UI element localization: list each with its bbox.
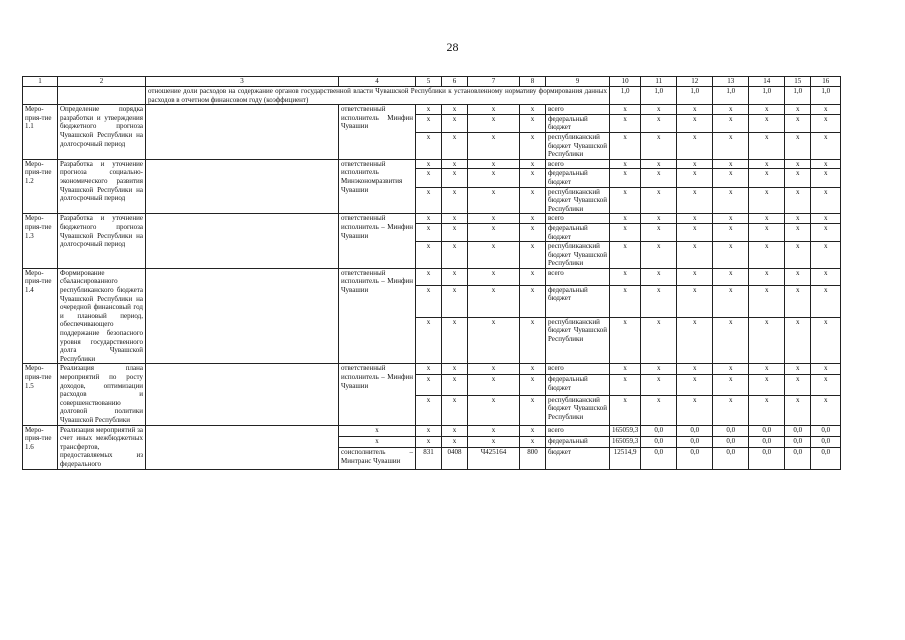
value-cell: 0,0	[641, 448, 677, 469]
value-cell: x	[749, 395, 785, 425]
value-cell: x	[641, 285, 677, 317]
header-cell: 11	[641, 77, 677, 87]
value-cell: x	[641, 114, 677, 132]
header-cell: 12	[677, 77, 713, 87]
value-cell: x	[641, 242, 677, 269]
value-cell: 0,0	[749, 436, 785, 447]
value-cell: x	[641, 187, 677, 214]
target-article-cell: x	[468, 436, 520, 447]
value-cell: x	[713, 159, 749, 169]
indicator-value: 1,0	[811, 87, 841, 105]
budget-table	[22, 76, 841, 470]
empty-cell	[146, 268, 339, 364]
value-cell: x	[785, 317, 811, 364]
target-article-cell: x	[468, 105, 520, 115]
value-cell: x	[610, 375, 641, 395]
measure-name: Реализация мероприятий за счет иных межбюджетных трансфертов, предоставляемых из федерального	[58, 425, 146, 469]
funding-source-cell: федеральный	[546, 436, 610, 447]
value-cell: x	[749, 317, 785, 364]
section-cell: x	[442, 223, 468, 241]
value-cell: x	[677, 105, 713, 115]
value-cell: x	[811, 214, 841, 224]
table-row	[23, 159, 841, 169]
value-cell: 165059,3	[610, 425, 641, 436]
measure-code: Меро-прия-тие 1.5	[23, 364, 58, 425]
grbs-cell: x	[416, 425, 442, 436]
value-cell: 0,0	[713, 448, 749, 469]
value-cell: x	[749, 268, 785, 285]
header-cell: 3	[146, 77, 339, 87]
value-cell: x	[811, 187, 841, 214]
indicator-value: 1,0	[749, 87, 785, 105]
value-cell: x	[811, 223, 841, 241]
expense-group-cell: 800	[520, 448, 546, 469]
value-cell: x	[811, 159, 841, 169]
value-cell: x	[610, 159, 641, 169]
value-cell: 0,0	[811, 448, 841, 469]
value-cell: 0,0	[749, 448, 785, 469]
value-cell: x	[713, 268, 749, 285]
value-cell: x	[677, 223, 713, 241]
value-cell: x	[641, 375, 677, 395]
header-cell: 7	[468, 77, 520, 87]
header-cell: 8	[520, 77, 546, 87]
section-cell: x	[442, 242, 468, 269]
value-cell: x	[677, 285, 713, 317]
value-cell: x	[749, 159, 785, 169]
value-cell: x	[610, 114, 641, 132]
funding-source-cell: республиканский бюджет Чувашской Республики	[546, 187, 610, 214]
grbs-cell: 831	[416, 448, 442, 469]
funding-source-cell: республиканский бюджет Чувашской Республики	[546, 132, 610, 159]
funding-source-cell: федеральный бюджет	[546, 285, 610, 317]
funding-source-cell: федеральный бюджет	[546, 375, 610, 395]
grbs-cell: x	[416, 223, 442, 241]
expense-group-cell: x	[520, 132, 546, 159]
value-cell: x	[641, 268, 677, 285]
page-number: 28	[446, 40, 459, 54]
value-cell: x	[811, 169, 841, 187]
expense-group-cell: x	[520, 169, 546, 187]
value-cell: x	[785, 285, 811, 317]
value-cell: 0,0	[785, 448, 811, 469]
section-cell: x	[442, 436, 468, 447]
target-article-cell: x	[468, 214, 520, 224]
indicator-value: 1,0	[713, 87, 749, 105]
value-cell: x	[713, 169, 749, 187]
funding-source-cell: республиканский бюджет Чувашской Республики	[546, 317, 610, 364]
funding-source-cell: федеральный бюджет	[546, 114, 610, 132]
section-cell: x	[442, 187, 468, 214]
value-cell: x	[811, 132, 841, 159]
value-cell: x	[749, 214, 785, 224]
value-cell: x	[677, 317, 713, 364]
value-cell: x	[785, 223, 811, 241]
value-cell: x	[811, 114, 841, 132]
measure-code: Меро-прия-тие 1.3	[23, 214, 58, 269]
section-cell: x	[442, 375, 468, 395]
value-cell: x	[677, 375, 713, 395]
value-cell: x	[610, 268, 641, 285]
value-cell: x	[749, 285, 785, 317]
expense-group-cell: x	[520, 268, 546, 285]
value-cell: x	[641, 364, 677, 375]
header-cell: 5	[416, 77, 442, 87]
executor-cell: соисполнитель – Минтранс Чувашии	[339, 448, 416, 469]
executor-cell: x	[339, 436, 416, 447]
measure-name: Формирование сбалансированного республиканского бюджета Чувашской Республики на очередной финансовый год и плановый период, обеспечивающего поддержание безопасного уровня государственного долга Чувашской Республики	[58, 268, 146, 364]
value-cell: x	[677, 114, 713, 132]
indicator-value: 1,0	[610, 87, 641, 105]
value-cell: x	[749, 375, 785, 395]
funding-source-cell: всего	[546, 268, 610, 285]
expense-group-cell: x	[520, 436, 546, 447]
value-cell: x	[785, 364, 811, 375]
funding-source-cell: всего	[546, 364, 610, 375]
expense-group-cell: x	[520, 114, 546, 132]
grbs-cell: x	[416, 114, 442, 132]
value-cell: x	[713, 114, 749, 132]
value-cell: x	[785, 375, 811, 395]
value-cell: x	[677, 268, 713, 285]
section-cell: x	[442, 114, 468, 132]
value-cell: 0,0	[811, 436, 841, 447]
value-cell: x	[641, 214, 677, 224]
funding-source-cell: всего	[546, 214, 610, 224]
executor-cell: x	[339, 425, 416, 436]
funding-source-cell: республиканский бюджет Чувашской Республики	[546, 242, 610, 269]
value-cell: x	[811, 375, 841, 395]
value-cell: x	[713, 375, 749, 395]
expense-group-cell: x	[520, 214, 546, 224]
executor-cell: ответственный исполнитель Минэкономразвития Чувашии	[339, 159, 416, 214]
grbs-cell: x	[416, 285, 442, 317]
value-cell: x	[749, 105, 785, 115]
value-cell: x	[785, 187, 811, 214]
expense-group-cell: x	[520, 375, 546, 395]
funding-source-cell: федеральный бюджет	[546, 223, 610, 241]
value-cell: x	[677, 159, 713, 169]
target-article-cell: x	[468, 268, 520, 285]
value-cell: 12514,9	[610, 448, 641, 469]
grbs-cell: x	[416, 132, 442, 159]
table-row	[23, 364, 841, 375]
value-cell: x	[749, 187, 785, 214]
header-cell: 15	[785, 77, 811, 87]
expense-group-cell: x	[520, 317, 546, 364]
target-article-cell: x	[468, 375, 520, 395]
value-cell: x	[713, 395, 749, 425]
table-wrapper	[22, 76, 841, 470]
grbs-cell: x	[416, 169, 442, 187]
value-cell: x	[785, 214, 811, 224]
empty-cell	[146, 425, 339, 469]
value-cell: 0,0	[677, 448, 713, 469]
value-cell: x	[811, 317, 841, 364]
indicator-row	[23, 87, 841, 105]
value-cell: x	[641, 169, 677, 187]
executor-cell: ответственный исполнитель – Минфин Чувашии	[339, 268, 416, 364]
executor-cell: ответственный исполнитель – Минфин Чувашии	[339, 214, 416, 269]
value-cell: x	[641, 223, 677, 241]
target-article-cell: x	[468, 285, 520, 317]
indicator-text: отношение доли расходов на содержание органов государственной власти Чувашской Республики к установленному нормативу формирования данных расходов в отчетном финансовом году (коэффициент)	[146, 87, 610, 105]
grbs-cell: x	[416, 242, 442, 269]
header-cell: 10	[610, 77, 641, 87]
header-cell: 16	[811, 77, 841, 87]
value-cell: x	[713, 187, 749, 214]
target-article-cell: x	[468, 242, 520, 269]
empty-cell	[146, 214, 339, 269]
target-article-cell: x	[468, 425, 520, 436]
value-cell: x	[610, 395, 641, 425]
funding-source-cell: всего	[546, 425, 610, 436]
section-cell: 0408	[442, 448, 468, 469]
section-cell: x	[442, 364, 468, 375]
value-cell: x	[677, 242, 713, 269]
target-article-cell: x	[468, 317, 520, 364]
value-cell: x	[713, 132, 749, 159]
grbs-cell: x	[416, 375, 442, 395]
section-cell: x	[442, 105, 468, 115]
header-cell: 2	[58, 77, 146, 87]
value-cell: x	[785, 159, 811, 169]
value-cell: x	[749, 364, 785, 375]
expense-group-cell: x	[520, 223, 546, 241]
funding-source-cell: всего	[546, 159, 610, 169]
table-row	[23, 105, 841, 115]
value-cell: x	[610, 105, 641, 115]
expense-group-cell: x	[520, 395, 546, 425]
value-cell: 0,0	[713, 425, 749, 436]
value-cell: x	[713, 364, 749, 375]
value-cell: 0,0	[811, 425, 841, 436]
value-cell: x	[811, 395, 841, 425]
value-cell: x	[610, 285, 641, 317]
value-cell: x	[610, 317, 641, 364]
section-cell: x	[442, 169, 468, 187]
value-cell: x	[811, 268, 841, 285]
expense-group-cell: x	[520, 242, 546, 269]
value-cell: 0,0	[785, 436, 811, 447]
funding-source-cell: бюджет	[546, 448, 610, 469]
header-cell: 6	[442, 77, 468, 87]
grbs-cell: x	[416, 159, 442, 169]
value-cell: 0,0	[749, 425, 785, 436]
executor-cell: ответственный исполнитель – Минфин Чувашии	[339, 364, 416, 425]
expense-group-cell: x	[520, 105, 546, 115]
value-cell: x	[713, 242, 749, 269]
value-cell: x	[641, 105, 677, 115]
value-cell: x	[811, 242, 841, 269]
empty-cell	[23, 87, 58, 105]
value-cell: x	[677, 214, 713, 224]
value-cell: 0,0	[677, 436, 713, 447]
value-cell: x	[749, 223, 785, 241]
value-cell: 0,0	[785, 425, 811, 436]
measure-code: Меро-прия-тие 1.1	[23, 105, 58, 160]
value-cell: x	[641, 395, 677, 425]
target-article-cell: x	[468, 223, 520, 241]
measure-code: Меро-прия-тие 1.4	[23, 268, 58, 364]
value-cell: x	[785, 105, 811, 115]
grbs-cell: x	[416, 214, 442, 224]
funding-source-cell: республиканский бюджет Чувашской Республики	[546, 395, 610, 425]
section-cell: x	[442, 268, 468, 285]
value-cell: x	[785, 114, 811, 132]
value-cell: x	[610, 364, 641, 375]
expense-group-cell: x	[520, 159, 546, 169]
table-row	[23, 425, 841, 436]
target-article-cell: x	[468, 364, 520, 375]
target-article-cell: x	[468, 187, 520, 214]
value-cell: x	[677, 169, 713, 187]
section-cell: x	[442, 395, 468, 425]
empty-cell	[146, 159, 339, 214]
target-article-cell: x	[468, 395, 520, 425]
executor-cell: ответственный исполнитель Минфин Чувашии	[339, 105, 416, 160]
value-cell: x	[785, 268, 811, 285]
grbs-cell: x	[416, 187, 442, 214]
header-cell: 13	[713, 77, 749, 87]
target-article-cell: x	[468, 159, 520, 169]
empty-cell	[146, 105, 339, 160]
expense-group-cell: x	[520, 425, 546, 436]
value-cell: x	[641, 317, 677, 364]
value-cell: x	[610, 242, 641, 269]
grbs-cell: x	[416, 395, 442, 425]
section-cell: x	[442, 285, 468, 317]
funding-source-cell: федеральный бюджет	[546, 169, 610, 187]
value-cell: x	[713, 214, 749, 224]
section-cell: x	[442, 214, 468, 224]
target-article-cell: Ч425164	[468, 448, 520, 469]
measure-name: Разработка и уточнение бюджетного прогноза Чувашской Республики на долгосрочный период	[58, 214, 146, 269]
value-cell: x	[713, 317, 749, 364]
value-cell: x	[610, 187, 641, 214]
value-cell: x	[811, 285, 841, 317]
value-cell: x	[749, 114, 785, 132]
grbs-cell: x	[416, 364, 442, 375]
target-article-cell: x	[468, 169, 520, 187]
header-cell: 14	[749, 77, 785, 87]
grbs-cell: x	[416, 436, 442, 447]
value-cell: x	[785, 242, 811, 269]
value-cell: x	[677, 187, 713, 214]
empty-cell	[58, 87, 146, 105]
value-cell: x	[749, 169, 785, 187]
empty-cell	[146, 364, 339, 425]
value-cell: 165059,3	[610, 436, 641, 447]
indicator-value: 1,0	[785, 87, 811, 105]
table-row	[23, 214, 841, 224]
value-cell: x	[785, 395, 811, 425]
table-row	[23, 268, 841, 285]
grbs-cell: x	[416, 268, 442, 285]
section-cell: x	[442, 132, 468, 159]
value-cell: 0,0	[641, 425, 677, 436]
section-cell: x	[442, 425, 468, 436]
value-cell: x	[610, 132, 641, 159]
value-cell: x	[610, 169, 641, 187]
value-cell: x	[713, 285, 749, 317]
section-cell: x	[442, 159, 468, 169]
value-cell: x	[785, 169, 811, 187]
value-cell: x	[749, 242, 785, 269]
value-cell: 0,0	[641, 436, 677, 447]
value-cell: x	[677, 395, 713, 425]
value-cell: x	[749, 132, 785, 159]
value-cell: 0,0	[677, 425, 713, 436]
value-cell: x	[641, 159, 677, 169]
header-cell: 4	[339, 77, 416, 87]
expense-group-cell: x	[520, 285, 546, 317]
value-cell: x	[713, 105, 749, 115]
grbs-cell: x	[416, 317, 442, 364]
header-cell: 9	[546, 77, 610, 87]
value-cell: x	[811, 364, 841, 375]
measure-code: Меро-прия-тие 1.2	[23, 159, 58, 214]
measure-name: Разработка и уточнение прогноза социально-экономического развития Чувашской Республики на долгосрочный период	[58, 159, 146, 214]
value-cell: x	[610, 223, 641, 241]
grbs-cell: x	[416, 105, 442, 115]
funding-source-cell: всего	[546, 105, 610, 115]
section-cell: x	[442, 317, 468, 364]
header-cell: 1	[23, 77, 58, 87]
value-cell: x	[677, 132, 713, 159]
value-cell: x	[811, 105, 841, 115]
header-row	[23, 77, 841, 87]
measure-name: Реализация плана мероприятий по росту доходов, оптимизации расходов и совершенствованию долговой политики Чувашской Республики	[58, 364, 146, 425]
expense-group-cell: x	[520, 364, 546, 375]
value-cell: x	[610, 214, 641, 224]
value-cell: 0,0	[713, 436, 749, 447]
value-cell: x	[641, 132, 677, 159]
measure-name: Определение порядка разработки и утверждения бюджетного прогноза Чувашской Республики на долгосрочный период	[58, 105, 146, 160]
value-cell: x	[713, 223, 749, 241]
measure-code: Меро-прия-тие 1.6	[23, 425, 58, 469]
value-cell: x	[677, 364, 713, 375]
expense-group-cell: x	[520, 187, 546, 214]
target-article-cell: x	[468, 132, 520, 159]
indicator-value: 1,0	[641, 87, 677, 105]
value-cell: x	[785, 132, 811, 159]
target-article-cell: x	[468, 114, 520, 132]
indicator-value: 1,0	[677, 87, 713, 105]
